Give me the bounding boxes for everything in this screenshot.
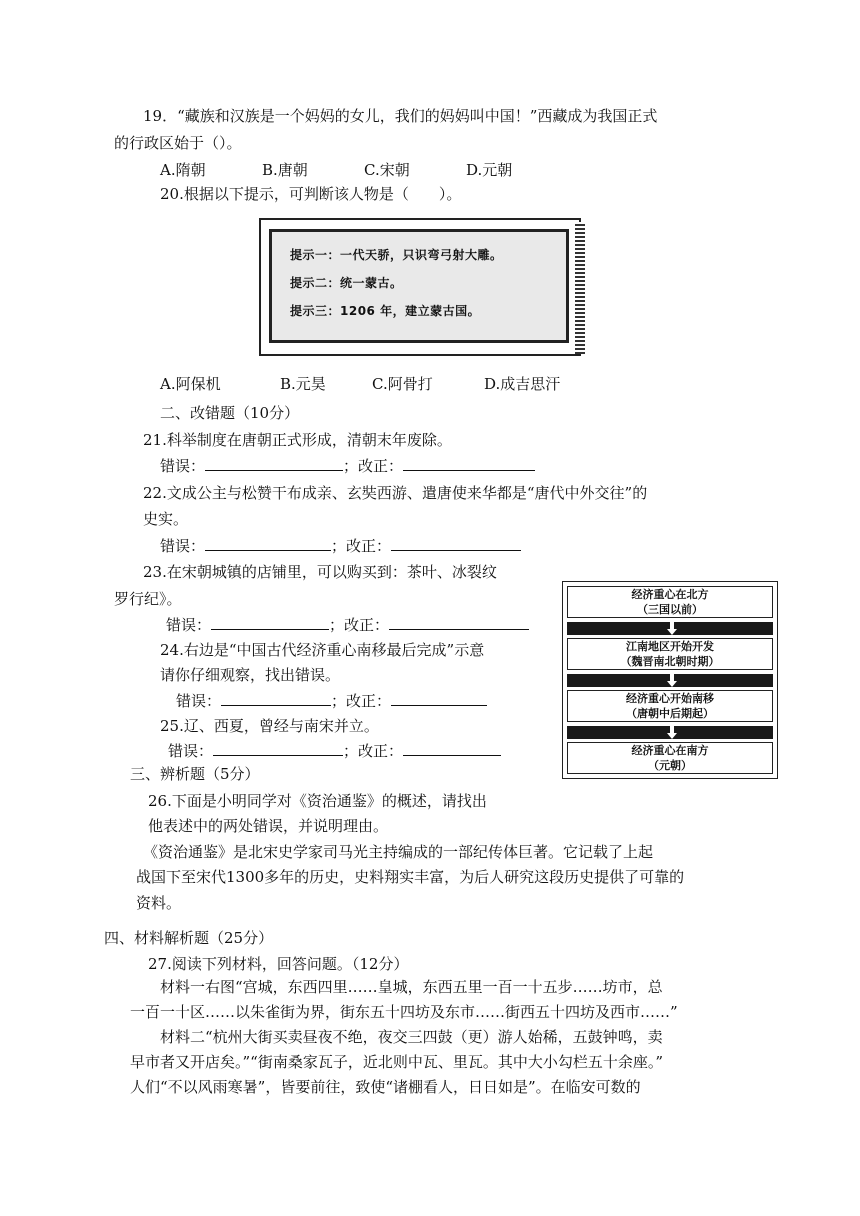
q22-answer-line xyxy=(160,536,521,556)
q26-passage-line2: 战国下至宋代1300多年的历史，史料翔实丰富，为后人研究这段历史提供了可靠的 xyxy=(136,868,685,886)
q19-option-a: A.隋朝 xyxy=(160,161,206,179)
flow-connector-2 xyxy=(567,674,773,687)
hint-card-panel xyxy=(269,229,569,343)
q25-stem: 25.辽、西夏，曾经与南宋并立。 xyxy=(160,717,379,735)
q20-stem: 20.根据以下提示，可判断该人物是（ ）。 xyxy=(160,185,462,203)
section4-title: 四、材料解析题（25分） xyxy=(104,929,274,947)
q21-error-blank[interactable] xyxy=(205,456,343,471)
q23-error-blank[interactable] xyxy=(211,615,329,630)
q22-fix-blank[interactable] xyxy=(391,536,521,551)
flow-step-2 xyxy=(567,638,773,670)
q23-fix-label: ；改正： xyxy=(329,616,390,634)
q26-stem-line1: 26.下面是小明同学对《资治通鉴》的概述，请找出 xyxy=(148,792,487,810)
hint-2: 提示二：统一蒙古。 xyxy=(290,276,403,290)
q23-stem-line1: 23.在宋朝城镇的店铺里，可以购买到：茶叶、冰裂纹 xyxy=(143,563,497,581)
hint-card-frame xyxy=(259,218,581,356)
flow-step-2-title: 江南地区开始开发 xyxy=(626,640,714,653)
q21-fix-blank[interactable] xyxy=(403,456,535,471)
flow-step-2-period: （魏晋南北朝时期） xyxy=(620,655,720,668)
q24-error-blank[interactable] xyxy=(221,691,331,706)
q25-error-label: 错误： xyxy=(168,742,214,760)
flow-step-1-period: （三国以前） xyxy=(637,603,703,616)
q20-option-a: A.阿保机 xyxy=(160,375,221,393)
section3-title: 三、辨析题（5分） xyxy=(130,765,260,783)
flow-step-4-title: 经济重心在南方 xyxy=(631,744,709,757)
material2-line3: 人们“不以风雨寒暑”，皆要前往，致使“诸棚看人，日日如是”。在临安可数的 xyxy=(130,1078,641,1096)
q24-error-label: 错误： xyxy=(176,692,222,710)
q19-option-b: B.唐朝 xyxy=(262,161,308,179)
q25-fix-label: ；改正： xyxy=(343,742,404,760)
q21-error-label: 错误： xyxy=(160,457,206,475)
q19-stem-line1: 19．“藏族和汉族是一个妈妈的女儿，我们的妈妈叫中国！”西藏成为我国正式 xyxy=(143,107,658,125)
q22-stem-line1: 22.文成公主与松赞干布成亲、玄奘西游、遣唐使来华都是“唐代中外交往”的 xyxy=(143,484,648,502)
q19-option-d: D.元朝 xyxy=(466,161,513,179)
q20-option-d: D.成吉思汗 xyxy=(484,375,561,393)
q21-stem: 21.科举制度在唐朝正式形成，清朝末年废除。 xyxy=(143,431,452,449)
q22-fix-label: ；改正： xyxy=(331,537,392,555)
hint-3: 提示三：1206 年，建立蒙古国。 xyxy=(290,304,481,318)
q22-error-blank[interactable] xyxy=(205,536,331,551)
q23-stem-line2: 罗行纪》。 xyxy=(114,590,182,608)
q19-stem-line2: 的行政区始于（）。 xyxy=(114,134,242,152)
hint-card xyxy=(259,218,593,356)
q21-fix-label: ；改正： xyxy=(343,457,404,475)
q24-fix-blank[interactable] xyxy=(391,691,487,706)
flow-step-1-title: 经济重心在北方 xyxy=(631,588,709,601)
material1-line1: 材料一右图“宫城，东西四里……皇城，东西五里一百一十五步……坊市，总 xyxy=(160,978,663,996)
flow-step-3 xyxy=(567,690,773,722)
hint-1: 提示一：一代天骄，只识弯弓射大雕。 xyxy=(290,248,503,262)
q25-error-blank[interactable] xyxy=(213,741,343,756)
flow-step-1 xyxy=(567,586,773,618)
q22-error-label: 错误： xyxy=(160,537,206,555)
q24-stem-line1: 24.右边是“中国古代经济重心南移最后完成”示意 xyxy=(160,641,485,659)
q20-option-b: B.元昊 xyxy=(280,375,326,393)
q26-passage-line1: 《资治通鉴》是北宋史学家司马光主持编成的一部纪传体巨著。它记载了上起 xyxy=(143,843,654,861)
q27-stem: 27.阅读下列材料，回答问题。（12分） xyxy=(148,955,409,973)
down-arrow-icon xyxy=(667,622,677,635)
q21-answer-line xyxy=(160,456,535,476)
flow-connector-3 xyxy=(567,726,773,739)
flow-connector-1 xyxy=(567,622,773,635)
q23-fix-blank[interactable] xyxy=(389,615,529,630)
flow-step-3-title: 经济重心开始南移 xyxy=(626,692,714,705)
q23-error-label: 错误： xyxy=(166,616,212,634)
economic-center-flowchart xyxy=(562,581,778,779)
flow-step-4 xyxy=(567,742,773,774)
material1-line2: 一百一十区……以朱雀街为界，街东五十四坊及东市……街西五十四坊及西市……” xyxy=(130,1003,678,1021)
q24-fix-label: ；改正： xyxy=(331,692,392,710)
down-arrow-icon xyxy=(667,674,677,687)
flow-step-4-period: （元朝） xyxy=(648,759,692,772)
section2-title: 二、改错题（10分） xyxy=(160,404,300,422)
q24-stem-line2: 请你仔细观察，找出错误。 xyxy=(160,666,341,684)
flow-step-3-period: （唐朝中后期起） xyxy=(626,707,714,720)
q25-fix-blank[interactable] xyxy=(403,741,501,756)
q19-option-c: C.宋朝 xyxy=(364,161,410,179)
material2-line2: 早市者又开店矣。”“街南桑家瓦子，近北则中瓦、里瓦。其中大小勾栏五十余座。” xyxy=(130,1053,664,1071)
q26-passage-line3: 资料。 xyxy=(136,894,182,912)
q22-stem-line2: 史实。 xyxy=(143,510,189,528)
q20-option-c: C.阿骨打 xyxy=(372,375,433,393)
q23-answer-line xyxy=(166,615,529,635)
material2-line1: 材料二“杭州大街买卖昼夜不绝，夜交三四鼓（更）游人始稀，五鼓钟鸣，卖 xyxy=(160,1028,663,1046)
hint-card-shadow xyxy=(575,222,585,354)
q26-stem-line2: 他表述中的两处错误，并说明理由。 xyxy=(148,817,389,835)
down-arrow-icon xyxy=(667,726,677,739)
q24-answer-line xyxy=(176,691,487,711)
q25-answer-line xyxy=(168,741,501,761)
